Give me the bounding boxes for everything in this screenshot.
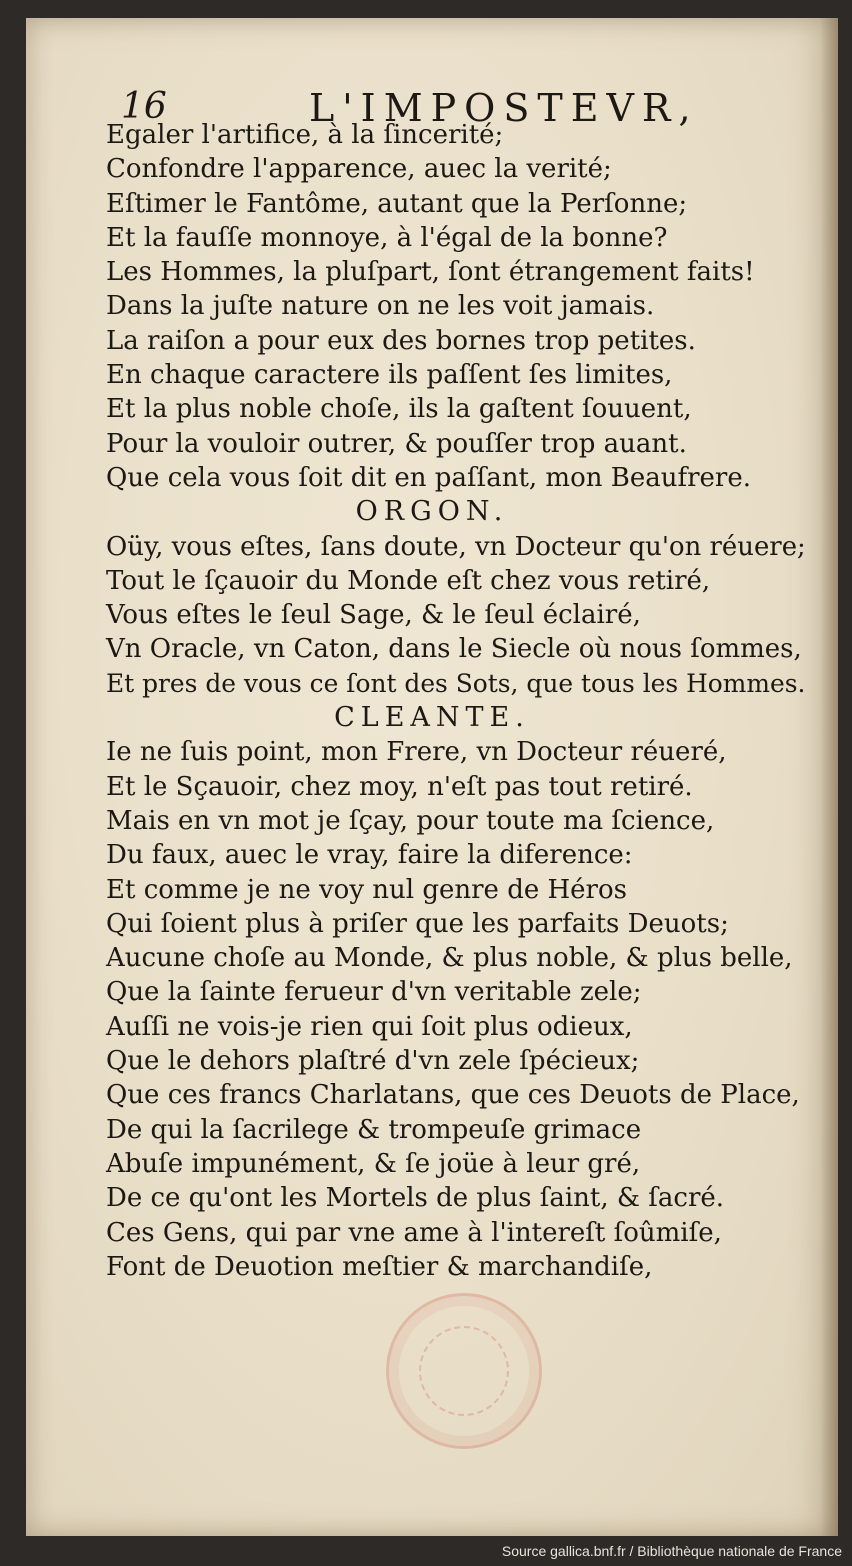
verse-line: Que la ſainte ferueur d'vn veritable zele; [106, 977, 642, 1008]
verse-line: Font de Deuotion meſtier & marchandiſe, [106, 1251, 653, 1282]
verse-line: Oüy, vous eſtes, ſans doute, vn Docteur qu'on réuere; [106, 531, 806, 562]
page-number: 16 [121, 86, 167, 127]
source-attribution: Source gallica.bnf.fr / Bibliothèque nationale de France [501, 1543, 842, 1559]
verse-line: Et le Sçauoir, chez moy, n'eſt pas tout retiré. [106, 771, 693, 802]
verse-line: Confondre l'apparence, auec la verité; [106, 154, 612, 185]
verse-line: De qui la ſacrilege & trompeuſe grimace [106, 1114, 642, 1145]
verse-line: Les Hommes, la pluſpart, ſont étrangement faits! [106, 257, 755, 288]
verse-line: Aucune choſe au Monde, & plus noble, & plus belle, [106, 943, 793, 974]
verse-line: Et la fauſſe monnoye, à l'égal de la bonne? [106, 222, 668, 253]
library-stamp [386, 1293, 542, 1449]
verse-line: Vn Oracle, vn Caton, dans le Siecle où nous ſommes, [106, 634, 802, 665]
verse-line: Eſtimer le Fantôme, autant que la Perſonne; [106, 188, 688, 219]
verse-line: Que cela vous ſoit dit en paſſant, mon Beaufrere. [106, 462, 751, 493]
verse-line: De ce qu'ont les Mortels de plus ſaint, & ſacré. [106, 1183, 725, 1214]
verse-line: Vous eſtes le ſeul Sage, & le ſeul éclairé, [106, 600, 641, 631]
verse-line: Dans la juſte nature on ne les voit jamais. [106, 291, 655, 322]
speaker-heading: CLEANTE. [334, 702, 530, 734]
verse-text [106, 118, 806, 1284]
verse-line: La raiſon a pour eux des bornes trop petites. [106, 325, 696, 356]
source-bar [0, 1540, 852, 1566]
verse-line: Qui ſoient plus à priſer que les parfaits Deuots; [106, 908, 729, 939]
verse-line: Et pres de vous ce ſont des Sots, que tous les Hommes. [106, 668, 806, 698]
verse-line: Ces Gens, qui par vne ame à l'intereſt ſoûmiſe, [106, 1217, 722, 1248]
verse-line: Mais en vn mot je ſçay, pour toute ma ſcience, [106, 805, 715, 836]
verse-line: Auſſi ne vois-je rien qui ſoit plus odieux, [106, 1011, 633, 1042]
running-title: L'IMPOSTEVR, [309, 86, 699, 130]
verse-line: Egaler l'artifice, à la ſincerité; [106, 120, 504, 150]
verse-line: Que ces francs Charlatans, que ces Deuots de Place, [106, 1080, 800, 1111]
verse-line: Pour la vouloir outrer, & pouſſer trop auant. [106, 428, 687, 459]
verse-line: Et la plus noble choſe, ils la gaſtent ſouuent, [106, 394, 692, 425]
verse-line: Que le dehors plaſtré d'vn zele ſpécieux; [106, 1046, 640, 1077]
speaker-heading: ORGON. [355, 496, 509, 528]
verse-line: Abuſe impunément, & ſe joüe à leur gré, [106, 1148, 641, 1179]
verse-line: Tout le ſçauoir du Monde eſt chez vous retiré, [106, 565, 711, 596]
verse-line: Du faux, auec le vray, faire la diference: [106, 840, 633, 871]
verse-line: Et comme je ne voy nul genre de Héros [106, 874, 627, 905]
verse-line: En chaque caractere ils paſſent ſes limites, [106, 360, 673, 391]
verse-line: Ie ne ſuis point, mon Frere, vn Docteur réueré, [106, 737, 727, 768]
